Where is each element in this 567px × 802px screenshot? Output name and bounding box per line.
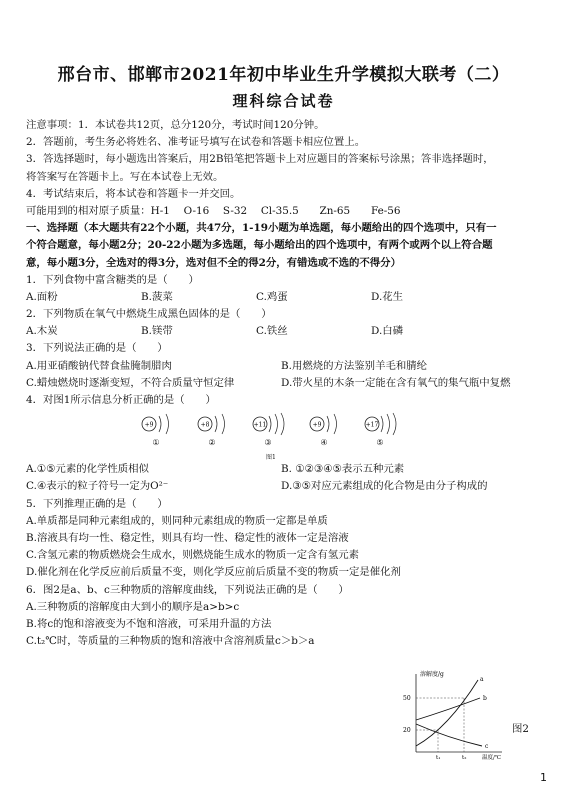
- nucleus-charge: +17: [365, 421, 379, 429]
- x-tick-label: t₁: [436, 755, 441, 760]
- option-a[interactable]: A.单质都是同种元素组成的，则同种元素组成的物质一定都是单质: [26, 514, 328, 527]
- figure-1-atom-diagrams: [136, 410, 544, 462]
- question-2-stem: 2．下列物质在氧气中燃烧生成黑色固体的是（ ）: [26, 308, 272, 321]
- question-3-stem: 3．下列说法正确的是（ ）: [26, 342, 168, 355]
- nucleus-charge: +11: [253, 421, 267, 429]
- y-axis-label: 溶解度/g: [420, 671, 444, 678]
- nucleus-charge: +8: [200, 421, 210, 429]
- option-c[interactable]: C.铁丝: [256, 325, 288, 338]
- question-4-stem: 4．对图1所示信息分析正确的是（ ）: [26, 394, 216, 406]
- option-d[interactable]: D.催化剂在化学反应前后质量不变，则化学反应前后质量不变的物质一定是催化剂: [26, 566, 401, 579]
- series-b-curve: [416, 698, 480, 720]
- atom-diagram-icon: [304, 410, 344, 438]
- question-5-stem: 5．下列推理正确的是（ ）: [26, 497, 168, 510]
- option-b[interactable]: B.菠菜: [141, 290, 173, 303]
- question-1-options: [26, 290, 544, 307]
- atom-diagram-icon: [248, 410, 288, 438]
- section-instruction: 个符合题意，每小题2分；20-22小题为多选题，每小题给出的四个选项中，有两个或两个以上符合题: [26, 239, 493, 252]
- atom-structure-5: [360, 410, 400, 447]
- option-b[interactable]: B.溶液具有均一性、稳定性，则具有均一性、稳定性的液体一定是溶液: [26, 531, 349, 544]
- figure-2-label: 图2: [512, 723, 530, 735]
- option-d[interactable]: D.③⑤对应元素组成的化合物是由分子构成的: [281, 480, 488, 493]
- question-3-options: [26, 376, 544, 393]
- option-c[interactable]: C.蜡烛燃烧时逐渐变短，不符合质量守恒定律: [26, 376, 235, 389]
- x-tick-label: t₂: [462, 755, 467, 760]
- note-line: 3．答选择题时，每小题选出答案后，用2B铅笔把答题卡上对应题目的答案标号涂黑；答非选择题时，: [26, 153, 494, 166]
- option-c[interactable]: C.含氢元素的物质燃烧会生成水，则燃烧能生成水的物质一定含有氢元素: [26, 549, 359, 562]
- atomic-masses: 可能用到的相对原子质量：H-1 O-16 S-32 Cl-35.5 Zn-65 Fe-56: [26, 204, 401, 217]
- atom-label: ②: [208, 438, 216, 448]
- exam-title: 邢台市、邯郸市2021年初中毕业生升学模拟大联考（二）: [57, 65, 510, 85]
- y-tick-label: 20: [403, 727, 411, 734]
- atom-diagram-icon: [360, 410, 400, 438]
- option-a[interactable]: A.①⑤元素的化学性质相似: [26, 463, 149, 476]
- atom-label: ①: [152, 438, 160, 448]
- series-label: a: [480, 676, 484, 683]
- page-number: 1: [540, 771, 547, 784]
- series-c-curve: [416, 724, 482, 746]
- note-line: 将答案写在答题卡上。写在本试卷上无效。: [26, 170, 224, 183]
- solubility-chart: [398, 668, 510, 760]
- series-label: b: [483, 695, 487, 702]
- question-4-options: [26, 479, 544, 496]
- option-b[interactable]: B.将c的饱和溶液变为不饱和溶液，可采用升温的方法: [26, 617, 272, 630]
- exam-subtitle: 理科综合试卷: [232, 92, 335, 110]
- exam-body: [26, 118, 544, 651]
- question-1-stem: 1．下列食物中富含糖类的是（ ）: [26, 273, 199, 286]
- question-4-options: [26, 462, 544, 479]
- option-a[interactable]: A.面粉: [26, 290, 58, 303]
- note-line: 注意事项：1．本试卷共12页，总分120分，考试时间120分钟。: [26, 119, 325, 131]
- option-c[interactable]: C.鸡蛋: [256, 290, 288, 303]
- y-tick-label: 50: [403, 695, 411, 702]
- atom-structure-2: [192, 410, 232, 447]
- option-c[interactable]: C.t₂℃时，等质量的三种物质的饱和溶液中含溶剂质量c＞b＞a: [26, 635, 315, 648]
- note-line: 4．考试结束后，将本试卷和答题卡一并交回。: [26, 187, 241, 200]
- option-b[interactable]: B.用燃烧的方法鉴别羊毛和腈纶: [281, 359, 428, 372]
- question-3-options: [26, 359, 544, 376]
- option-a[interactable]: A.木炭: [26, 325, 58, 338]
- option-c[interactable]: C.④表示的粒子符号一定为O²⁻: [26, 480, 169, 493]
- option-d[interactable]: D.带火星的木条一定能在含有氧气的集气瓶中复燃: [281, 376, 511, 389]
- section-instruction: 一、选择题（本大题共有22个小题，共47分，1-19小题为单选题，每小题给出的四个选项中，只有一: [26, 222, 497, 235]
- atom-label: ⑤: [376, 438, 384, 448]
- option-b[interactable]: B.镁带: [141, 325, 173, 338]
- question-6-stem: 6．图2是a、b、c三种物质的溶解度曲线，下列说法正确的是（ ）: [26, 583, 349, 596]
- option-a[interactable]: A.三种物质的溶解度由大到小的顺序是a>b>c: [26, 600, 240, 613]
- note-line: 2．答题前，考生务必将姓名、准考证号填写在试卷和答题卡相应位置上。: [26, 136, 366, 149]
- atom-structure-3: [248, 410, 288, 447]
- option-d[interactable]: D.花生: [371, 290, 404, 303]
- atom-label: ④: [320, 438, 328, 448]
- section-instruction: 意，每小题3分，全选对的得3分，选对但不全的得2分，有错选或不选的不得分）: [26, 256, 401, 269]
- atom-structure-1: [136, 410, 176, 447]
- option-b[interactable]: B. ①②③④⑤表示五种元素: [281, 463, 405, 476]
- option-a[interactable]: A.用亚硝酸钠代替食盐腌制腊肉: [26, 359, 172, 372]
- option-d[interactable]: D.白磷: [371, 325, 404, 338]
- series-label: c: [485, 743, 489, 750]
- nucleus-charge: +9: [144, 421, 154, 429]
- nucleus-charge: +9: [312, 421, 322, 429]
- x-axis-label: 温度/℃: [482, 755, 502, 760]
- figure-1-label: 图1: [266, 454, 276, 462]
- atom-label: ③: [264, 438, 272, 448]
- atom-diagram-icon: [192, 410, 232, 438]
- atom-diagram-icon: [136, 410, 176, 438]
- atom-structure-4: [304, 410, 344, 447]
- question-2-options: [26, 324, 544, 341]
